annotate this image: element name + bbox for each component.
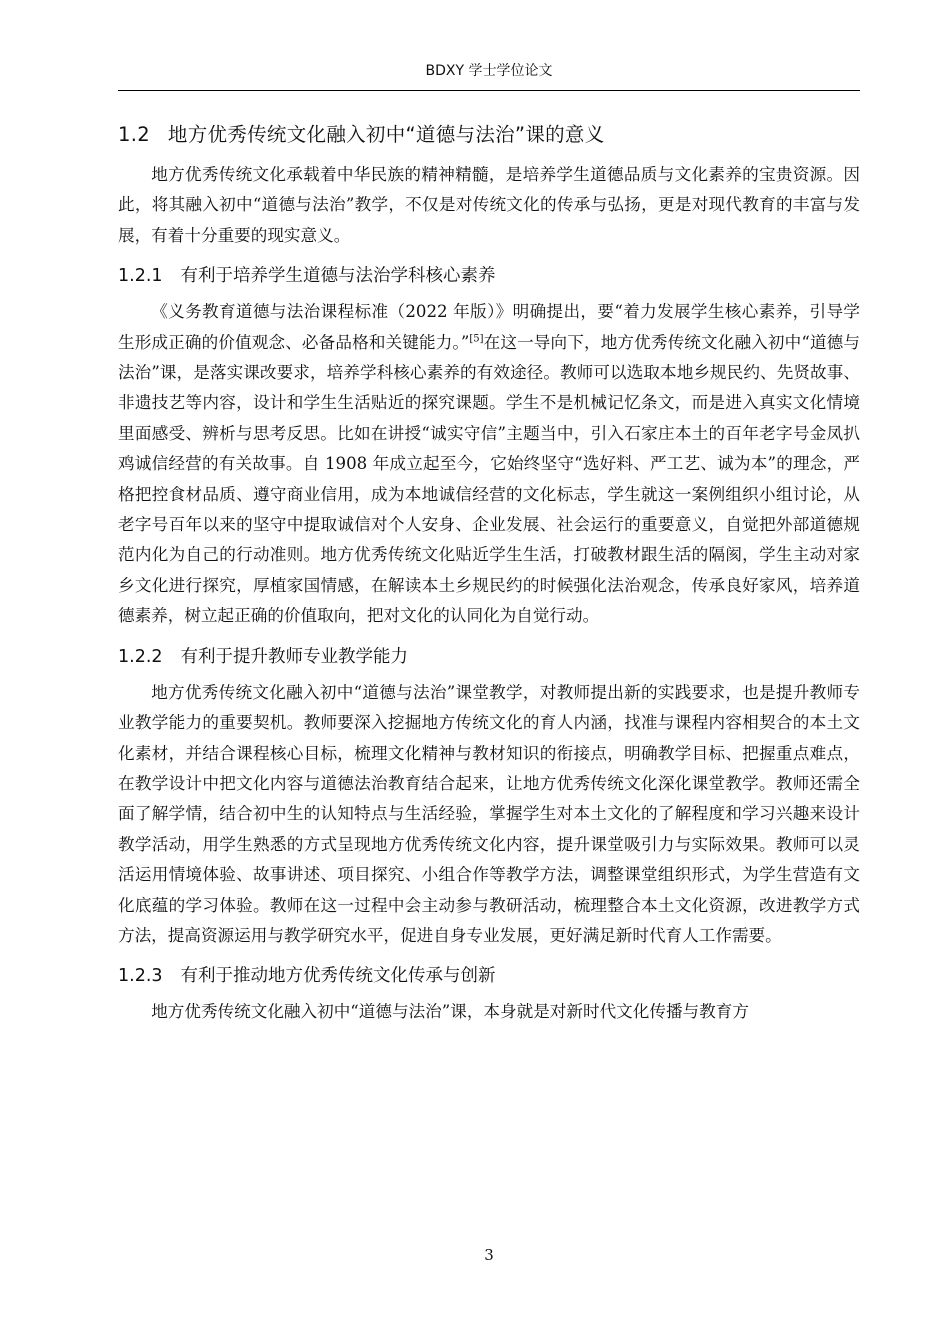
header-rule xyxy=(118,90,860,91)
subsection-number-1: 1.2.1 xyxy=(118,266,163,287)
subsection-title-3: 有利于推动地方优秀传统文化传承与创新 xyxy=(180,966,496,987)
intro-paragraph: 地方优秀传统文化承载着中华民族的精神精髓，是培养学生道德品质与文化素养的宝贵资源。因此，将其融入初中“道德与法治”教学，不仅是对传统文化的传承与弘扬，更是对现代教育的丰富与发展，有着十分重要的现实意义。 xyxy=(118,165,860,245)
subsection-number-2: 1.2.2 xyxy=(118,646,163,667)
section-number: 1.2 xyxy=(118,123,150,146)
subsection-heading-1 xyxy=(118,261,860,291)
paragraph-core-literacy-body: 在这一导向下，地方优秀传统文化融入初中“道德与法治”课，是落实课改要求，培养学科核心素养的有效途径。教师可以选取本地乡规民约、先贤故事、非遗技艺等内容，设计和学生生活贴近的探究课题。学生不是机械记忆条文，而是进入真实文化情境里面感受、辨析与思考反思。比如在讲授“诚实守信”主题当中，引入石家庄本土的百年老字号金凤扒鸡诚信经营的有关故事。自 1908 年成立起至今，它始终坚守“选好料、严工艺、诚为本”的理念，严格把控食材品质、遵守商业信用，成为本地诚信经营的文化标志，学生就这一案例组织小组讨论，从老字号百年以来的坚守中提取诚信对个人安身、企业发展、社会运行的重要意义，自觉把外部道德规范内化为自己的行动准则。地方优秀传统文化贴近学生生活，打破教材跟生活的隔阂，学生主动对家乡文化进行探究，厚植家国情感，在解读本土乡规民约的时候强化法治观念，传承良好家风，培养道德素养，树立起正确的价值取向，把对文化的认同化为自觉行动。 xyxy=(118,332,861,626)
paragraph-core-literacy-quote: 《义务教育道德与法治课程标准（2022 年版）》明确提出，要“着力发展学生核心素养，引导学生形成正确的价值观念、必备品格和关键能力。” xyxy=(118,302,860,352)
section-heading xyxy=(118,118,860,152)
paragraph-inheritance: 地方优秀传统文化融入初中“道德与法治”课，本身就是对新时代文化传播与教育方 xyxy=(151,1002,749,1022)
subsection-heading-3 xyxy=(118,961,860,991)
subsection-title-1: 有利于培养学生道德与法治学科核心素养 xyxy=(180,266,496,287)
subsection-heading-2 xyxy=(118,642,860,672)
paragraph-core-literacy xyxy=(118,297,860,631)
citation-ref[interactable]: [5] xyxy=(469,333,484,345)
page-body xyxy=(118,110,860,1028)
paragraph-teacher-ability: 地方优秀传统文化融入初中“道德与法治”课堂教学，对教师提出新的实践要求，也是提升教师专业教学能力的重要契机。教师要深入挖掘地方传统文化的育人内涵，找准与课程内容相契合的本土文化素材，并结合课程核心目标，梳理文化精神与教材知识的衔接点，明确教学目标、把握重点难点，在教学设计中把文化内容与道德法治教育结合起来，让地方优秀传统文化深化课堂教学。教师还需全面了解学情，结合初中生的认知特点与生活经验，掌握学生对本土文化的了解程度和学习兴趣来设计教学活动，用学生熟悉的方式呈现地方优秀传统文化内容，提升课堂吸引力与实际效果。教师可以灵活运用情境体验、故事讲述、项目探究、小组合作等教学方法，调整课堂组织形式，为学生营造有文化底蕴的学习体验。教师在这一过程中会主动参与教研活动，梳理整合本土文化资源，改进教学方式方法，提高资源运用与教学研究水平，促进自身专业发展，更好满足新时代育人工作需要。 xyxy=(118,682,860,945)
subsection-number-3: 1.2.3 xyxy=(118,966,163,987)
running-header: BDXY 学士学位论文 xyxy=(425,63,553,79)
section-title: 地方优秀传统文化融入初中“道德与法治”课的意义 xyxy=(167,123,605,146)
subsection-title-2: 有利于提升教师专业教学能力 xyxy=(180,646,409,667)
page-number: 3 xyxy=(484,1246,494,1264)
